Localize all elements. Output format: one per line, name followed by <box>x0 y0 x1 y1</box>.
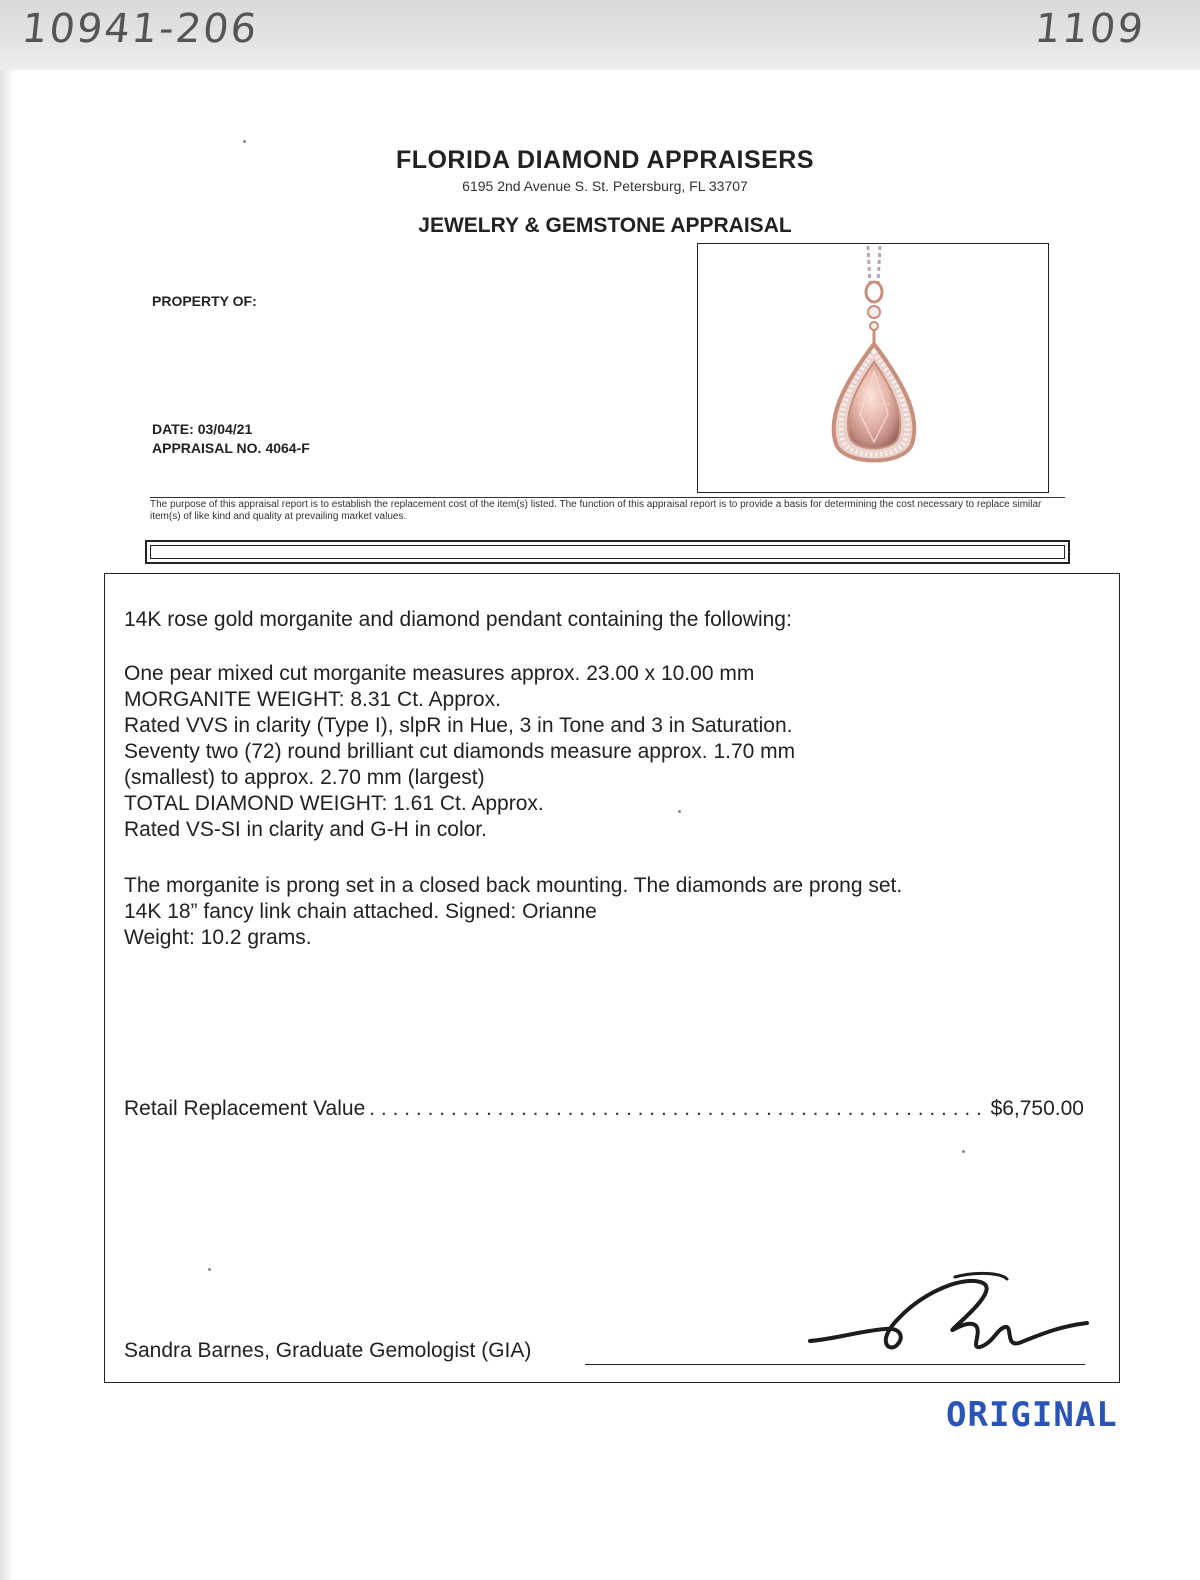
setting-line: Weight: 10.2 grams. <box>124 926 312 949</box>
setting-line: 14K 18” fancy link chain attached. Signed: Orianne <box>124 900 597 923</box>
description-box <box>104 573 1120 1383</box>
description-line: TOTAL DIAMOND WEIGHT: 1.61 Ct. Approx. <box>124 792 544 815</box>
original-stamp: ORIGINAL <box>946 1395 1118 1435</box>
date-field <box>152 421 252 437</box>
appraisal-number-field <box>152 440 310 456</box>
handwritten-signature <box>805 1269 1095 1379</box>
retail-value-row <box>124 1097 1084 1121</box>
description-line: Rated VVS in clarity (Type I), slpR in Hue, 3 in Tone and 3 in Saturation. <box>124 714 793 737</box>
pendant-photo <box>697 243 1049 493</box>
pendant-image <box>698 244 1048 492</box>
appraisal-number-label: APPRAISAL NO. <box>152 440 262 456</box>
company-name: FLORIDA DIAMOND APPRAISERS <box>395 146 815 174</box>
document-title: JEWELRY & GEMSTONE APPRAISAL <box>418 214 792 237</box>
pear-halo <box>834 344 915 461</box>
scan-speck <box>962 1150 965 1153</box>
date-label: DATE: <box>152 421 194 437</box>
item-intro: 14K rose gold morganite and diamond pendant containing the following: <box>124 608 792 631</box>
scan-left-edge <box>0 70 14 1580</box>
scan-speck <box>678 810 681 813</box>
property-of-label: PROPERTY OF: <box>152 293 257 309</box>
description-line: One pear mixed cut morganite measures approx. 23.00 x 10.00 mm <box>124 662 755 685</box>
leader-dots <box>369 1097 986 1121</box>
description-line: Seventy two (72) round brilliant cut diamonds measure approx. 1.70 mm <box>124 740 796 763</box>
appraiser-name: Sandra Barnes, Graduate Gemologist (GIA) <box>124 1339 532 1362</box>
retail-value-amount: $6,750.00 <box>990 1097 1084 1120</box>
scan-speck <box>208 1268 211 1271</box>
date-value: 03/04/21 <box>197 421 253 437</box>
retail-value-label: Retail Replacement Value <box>124 1097 366 1120</box>
company-address: 6195 2nd Avenue S. St. Petersburg, FL 33707 <box>462 178 748 194</box>
setting-line: The morganite is prong set in a closed back mounting. The diamonds are prong set. <box>124 874 903 897</box>
handwritten-reference-number: 10941-206 <box>19 6 261 52</box>
purpose-statement: The purpose of this appraisal report is to establish the replacement cost of the item(s) listed. The function of this appraisal report is to provide a basis for determining the cost necessary to replace similar item(s) of like kind and quality at prevailing market values. <box>150 497 1065 523</box>
description-line: MORGANITE WEIGHT: 8.31 Ct. Approx. <box>124 688 501 711</box>
appraisal-number-value: 4064-F <box>265 440 310 456</box>
handwritten-page-number: 1109 <box>1032 6 1148 52</box>
chain <box>868 246 880 284</box>
double-rule-divider <box>145 540 1070 564</box>
scan-speck <box>243 140 246 143</box>
description-line: Rated VS-SI in clarity and G-H in color. <box>124 818 487 841</box>
description-line: (smallest) to approx. 2.70 mm (largest) <box>124 766 485 789</box>
bail <box>866 282 882 348</box>
